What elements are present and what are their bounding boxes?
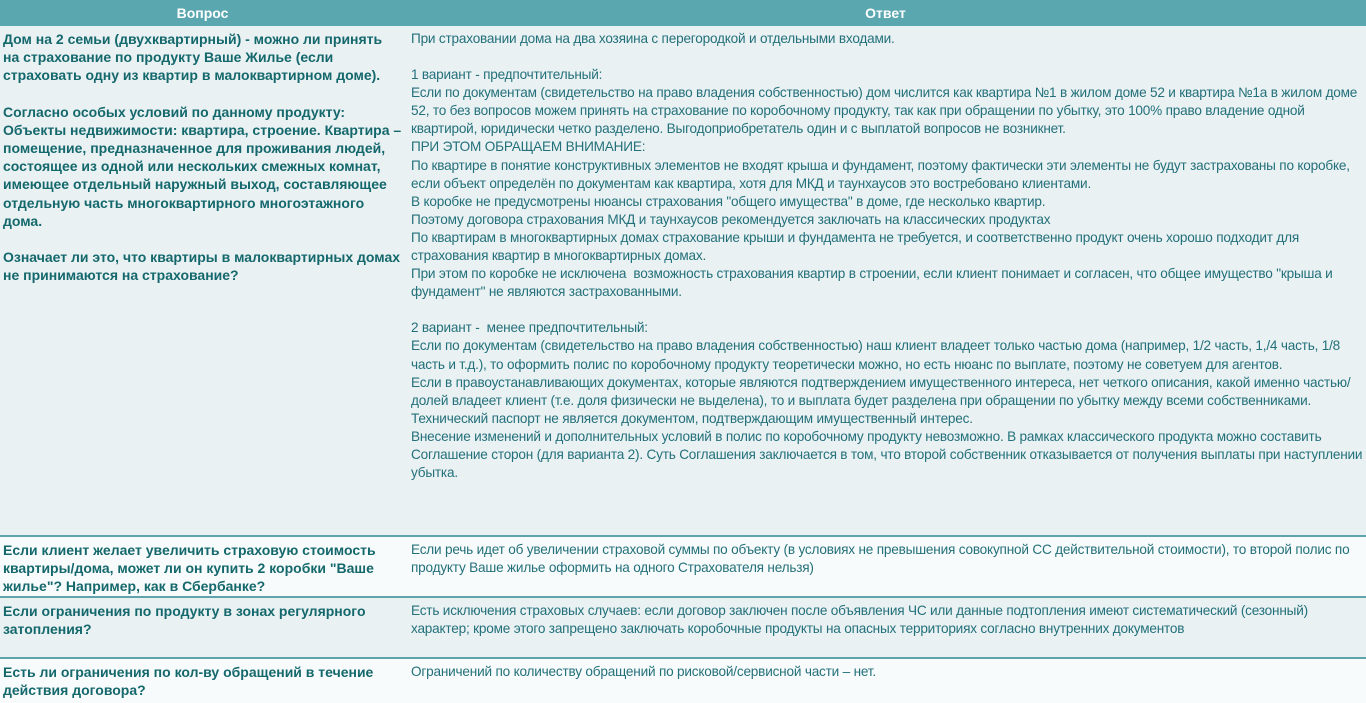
answer-cell: Есть исключения страховых случаев: если договор заключен после объявления ЧС или данные подтопления имеют систематический (сезонный) характер; кроме этого запрещено заключать коробочные продукты на опасных территориях согласно внутренних документов [405, 597, 1366, 658]
question-paragraph: Дом на 2 семьи (двухквартирный) - можно ли принять на страхование по продукту Ваше Жилье (если страховать одну из квартир в малоквартирном доме). [3, 31, 387, 84]
header-question: Вопрос [0, 0, 405, 26]
answer-cell: Ограничений по количеству обращений по рисковой/сервисной части – нет. [405, 658, 1366, 703]
question-paragraph: Согласно особых условий по данному продукту: Объекты недвижимости: квартира, строение. Квартира – помещение, предназначенное для проживания людей, состоящее из одной или нескольких смежных комнат, имеющее отдельный наружный выход, составляющее отдельную часть многоквартирного многоэтажного дома. [3, 103, 406, 229]
question-paragraph: Означает ли это, что квартиры в малоквартирных домах не принимаются на страхование? [3, 249, 404, 284]
paragraph-gap [3, 85, 402, 103]
answer-paragraph: 1 вариант - предпочтительный: [411, 67, 603, 83]
answer-paragraph: 2 вариант - менее предпочтительный: [411, 320, 648, 336]
answer-paragraph: Если в правоустанавливающих документах, которые являются подтверждением имущественного интереса, нет четкого описания, какой именно частью/долей владеет клиент (т.е. доля физически не выделена), то и выплата будет разделена при обращении по убытку между всеми собственниками. Технический паспорт не является документом, подтверждающим имущественный интерес. [411, 374, 1351, 426]
table-header-row [0, 0, 1366, 26]
answer-cell [405, 26, 1366, 536]
answer-paragraph: Если по документам (свидетельство на право владения собственностью) наш клиент владеет только частью дома (например, 1/2 часть, 1,/4 часть, 1/8 часть и т.д.), то оформить полис по коробочному продукту теоретически можно, но есть нюанс по выплате, поэтому не советуем для агентов. [411, 338, 1344, 372]
question-cell: Если клиент желает увеличить страховую стоимость квартиры/дома, может ли он купить 2 коробки "Ваше жилье"? Например, как в Сбербанке? [0, 536, 405, 597]
answer-paragraph: ПРИ ЭТОМ ОБРАЩАЕМ ВНИМАНИЕ: [411, 139, 646, 155]
paragraph-gap [411, 48, 1363, 66]
table-row [0, 26, 1366, 536]
question-cell: Если ограничения по продукту в зонах регулярного затопления? [0, 597, 405, 658]
answer-cell: Если речь идет об увеличении страховой суммы по объекту (в условиях не превышения совокупной СС действительной стоимости), то второй полис по продукту Ваше жилье оформить на одного Страхователя нельзя) [405, 536, 1366, 597]
answer-paragraph: Внесение изменений и дополнительных условий в полис по коробочному продукту невозможно. В рамках классического продукта можно составить Соглашение сторон (для варианта 2). Суть Соглашения заключается в том, что второй собственник отказывается от получения выплаты при наступлении убытка. [411, 428, 1366, 481]
answer-paragraph: При этом по коробке не исключена возможность страхования квартир в строении, если клиент понимает и согласен, что общее имущество "крыша и фундамент" не являются застрахованными. [411, 266, 1337, 300]
answer-paragraph: В коробке не предусмотрены нюансы страхования "общего имущества" в доме, где несколько квартир. [411, 193, 1046, 209]
answer-paragraph: Поэтому договора страхования МКД и таунхаусов рекомендуется заключать на классических продуктах [411, 211, 1051, 227]
table-row [0, 597, 1366, 658]
question-cell: Есть ли ограничения по кол-ву обращений в течение действия договора? [0, 658, 405, 703]
answer-paragraph: Если по документам (свидетельство на право владения собственностью) дом числится как квартира №1 в жилом доме 52 и квартира №1а в жилом доме 52, то без вопросов можем принять на страхование по коробочному продукту, так как при обращении по убытку, это 100% право владение одной квартирой, юридически четко разделено. Выгодоприобретатель один и с выплатой вопросов не возникнет. [411, 85, 1361, 137]
paragraph-gap [3, 230, 402, 248]
table-row [0, 536, 1366, 597]
answer-paragraph: При страховании дома на два хозяина с перегородкой и отдельными входами. [411, 31, 895, 46]
answer-paragraph: По квартирам в многоквартирных домах страхование крыши и фундамента не требуется, и соответственно продукт очень хорошо подходит для страхования квартир в многоквартирных домах. [411, 229, 1303, 264]
paragraph-gap [411, 301, 1363, 319]
header-answer: Ответ [405, 0, 1366, 26]
answer-paragraph: По квартире в понятие конструктивных элементов не входят крыша и фундамент, поэтому фактически эти элементы не будут застрахованы по коробке, если объект определён по документам как квартира, хотя для МКД и таунхаусов это востребовано клиентами. [411, 157, 1354, 191]
table-row [0, 658, 1366, 703]
question-cell [0, 26, 405, 536]
